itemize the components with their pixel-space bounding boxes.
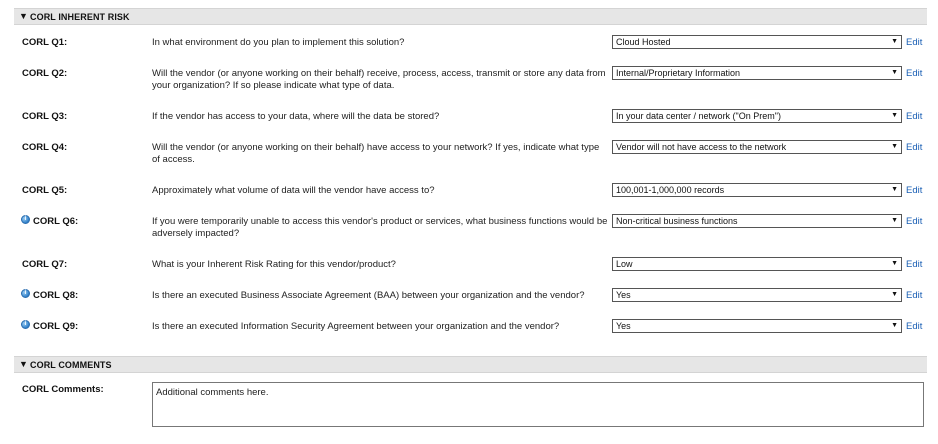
edit-link[interactable]: Edit: [906, 111, 923, 122]
question-label: CORL Q2:: [22, 68, 68, 79]
answer-select[interactable]: [612, 109, 902, 123]
question-text: Will the vendor (or anyone working on their behalf) have access to your network? If yes, indicate what type of access.: [152, 142, 600, 165]
collapse-triangle-icon[interactable]: ▼: [19, 11, 28, 21]
answer-select[interactable]: [612, 35, 902, 49]
dropdown-caret-icon: ▼: [891, 291, 898, 298]
select-value: Non-critical business functions: [616, 216, 738, 226]
info-icon[interactable]: i: [21, 215, 30, 224]
select-value: Vendor will not have access to the network: [616, 142, 787, 152]
question-label: CORL Q4:: [22, 142, 68, 153]
edit-link[interactable]: Edit: [906, 142, 923, 153]
question-text: Is there an executed Business Associate Agreement (BAA) between your organization and the vendor?: [152, 290, 585, 301]
edit-link[interactable]: Edit: [906, 68, 923, 79]
section-header-comments[interactable]: [14, 356, 927, 373]
answer-select[interactable]: [612, 288, 902, 302]
edit-link[interactable]: Edit: [906, 290, 923, 301]
answer-select[interactable]: [612, 214, 902, 228]
answer-select[interactable]: [612, 257, 902, 271]
comments-label: CORL Comments:: [22, 384, 104, 395]
dropdown-caret-icon: ▼: [891, 38, 898, 45]
question-text: Is there an executed Information Security Agreement between your organization and the vendor?: [152, 321, 560, 332]
question-label: CORL Q6:: [33, 216, 79, 227]
select-value: Yes: [616, 321, 631, 331]
question-text: If the vendor has access to your data, where will the data be stored?: [152, 111, 440, 122]
question-text: What is your Inherent Risk Rating for this vendor/product?: [152, 259, 396, 270]
select-value: Yes: [616, 290, 631, 300]
comments-textarea[interactable]: [152, 382, 924, 427]
edit-link[interactable]: Edit: [906, 37, 923, 48]
select-value: In your data center / network ("On Prem"): [616, 111, 781, 121]
dropdown-caret-icon: ▼: [891, 322, 898, 329]
question-text: If you were temporarily unable to access this vendor's product or services, what business functions would be adversely impacted?: [152, 216, 608, 239]
edit-link[interactable]: Edit: [906, 321, 923, 332]
dropdown-caret-icon: ▼: [891, 112, 898, 119]
answer-select[interactable]: [612, 319, 902, 333]
dropdown-caret-icon: ▼: [891, 143, 898, 150]
question-label: CORL Q7:: [22, 259, 68, 270]
question-text: Approximately what volume of data will the vendor have access to?: [152, 185, 435, 196]
select-value: 100,001-1,000,000 records: [616, 185, 725, 195]
dropdown-caret-icon: ▼: [891, 186, 898, 193]
collapse-triangle-icon[interactable]: ▼: [19, 359, 28, 369]
question-label: CORL Q5:: [22, 185, 68, 196]
question-label: CORL Q9:: [33, 321, 79, 332]
info-icon[interactable]: i: [21, 320, 30, 329]
edit-link[interactable]: Edit: [906, 259, 923, 270]
select-value: Low: [616, 259, 633, 269]
info-icon[interactable]: i: [21, 289, 30, 298]
question-text: Will the vendor (or anyone working on their behalf) receive, process, access, transmit or store any data from your organization? If so please indicate what type of data.: [152, 68, 606, 91]
dropdown-caret-icon: ▼: [891, 260, 898, 267]
dropdown-caret-icon: ▼: [891, 217, 898, 224]
question-label: CORL Q3:: [22, 111, 68, 122]
section-title: CORL INHERENT RISK: [30, 12, 130, 22]
section-header-inherent-risk[interactable]: [14, 8, 927, 25]
section-title: CORL COMMENTS: [30, 360, 112, 370]
edit-link[interactable]: Edit: [906, 216, 923, 227]
select-value: Internal/Proprietary Information: [616, 68, 741, 78]
edit-link[interactable]: Edit: [906, 185, 923, 196]
answer-select[interactable]: [612, 66, 902, 80]
answer-select[interactable]: [612, 140, 902, 154]
question-text: In what environment do you plan to implement this solution?: [152, 37, 405, 48]
dropdown-caret-icon: ▼: [891, 69, 898, 76]
comments-text: Additional comments here.: [156, 387, 269, 398]
question-label: CORL Q1:: [22, 37, 68, 48]
question-label: CORL Q8:: [33, 290, 79, 301]
select-value: Cloud Hosted: [616, 37, 671, 47]
answer-select[interactable]: [612, 183, 902, 197]
